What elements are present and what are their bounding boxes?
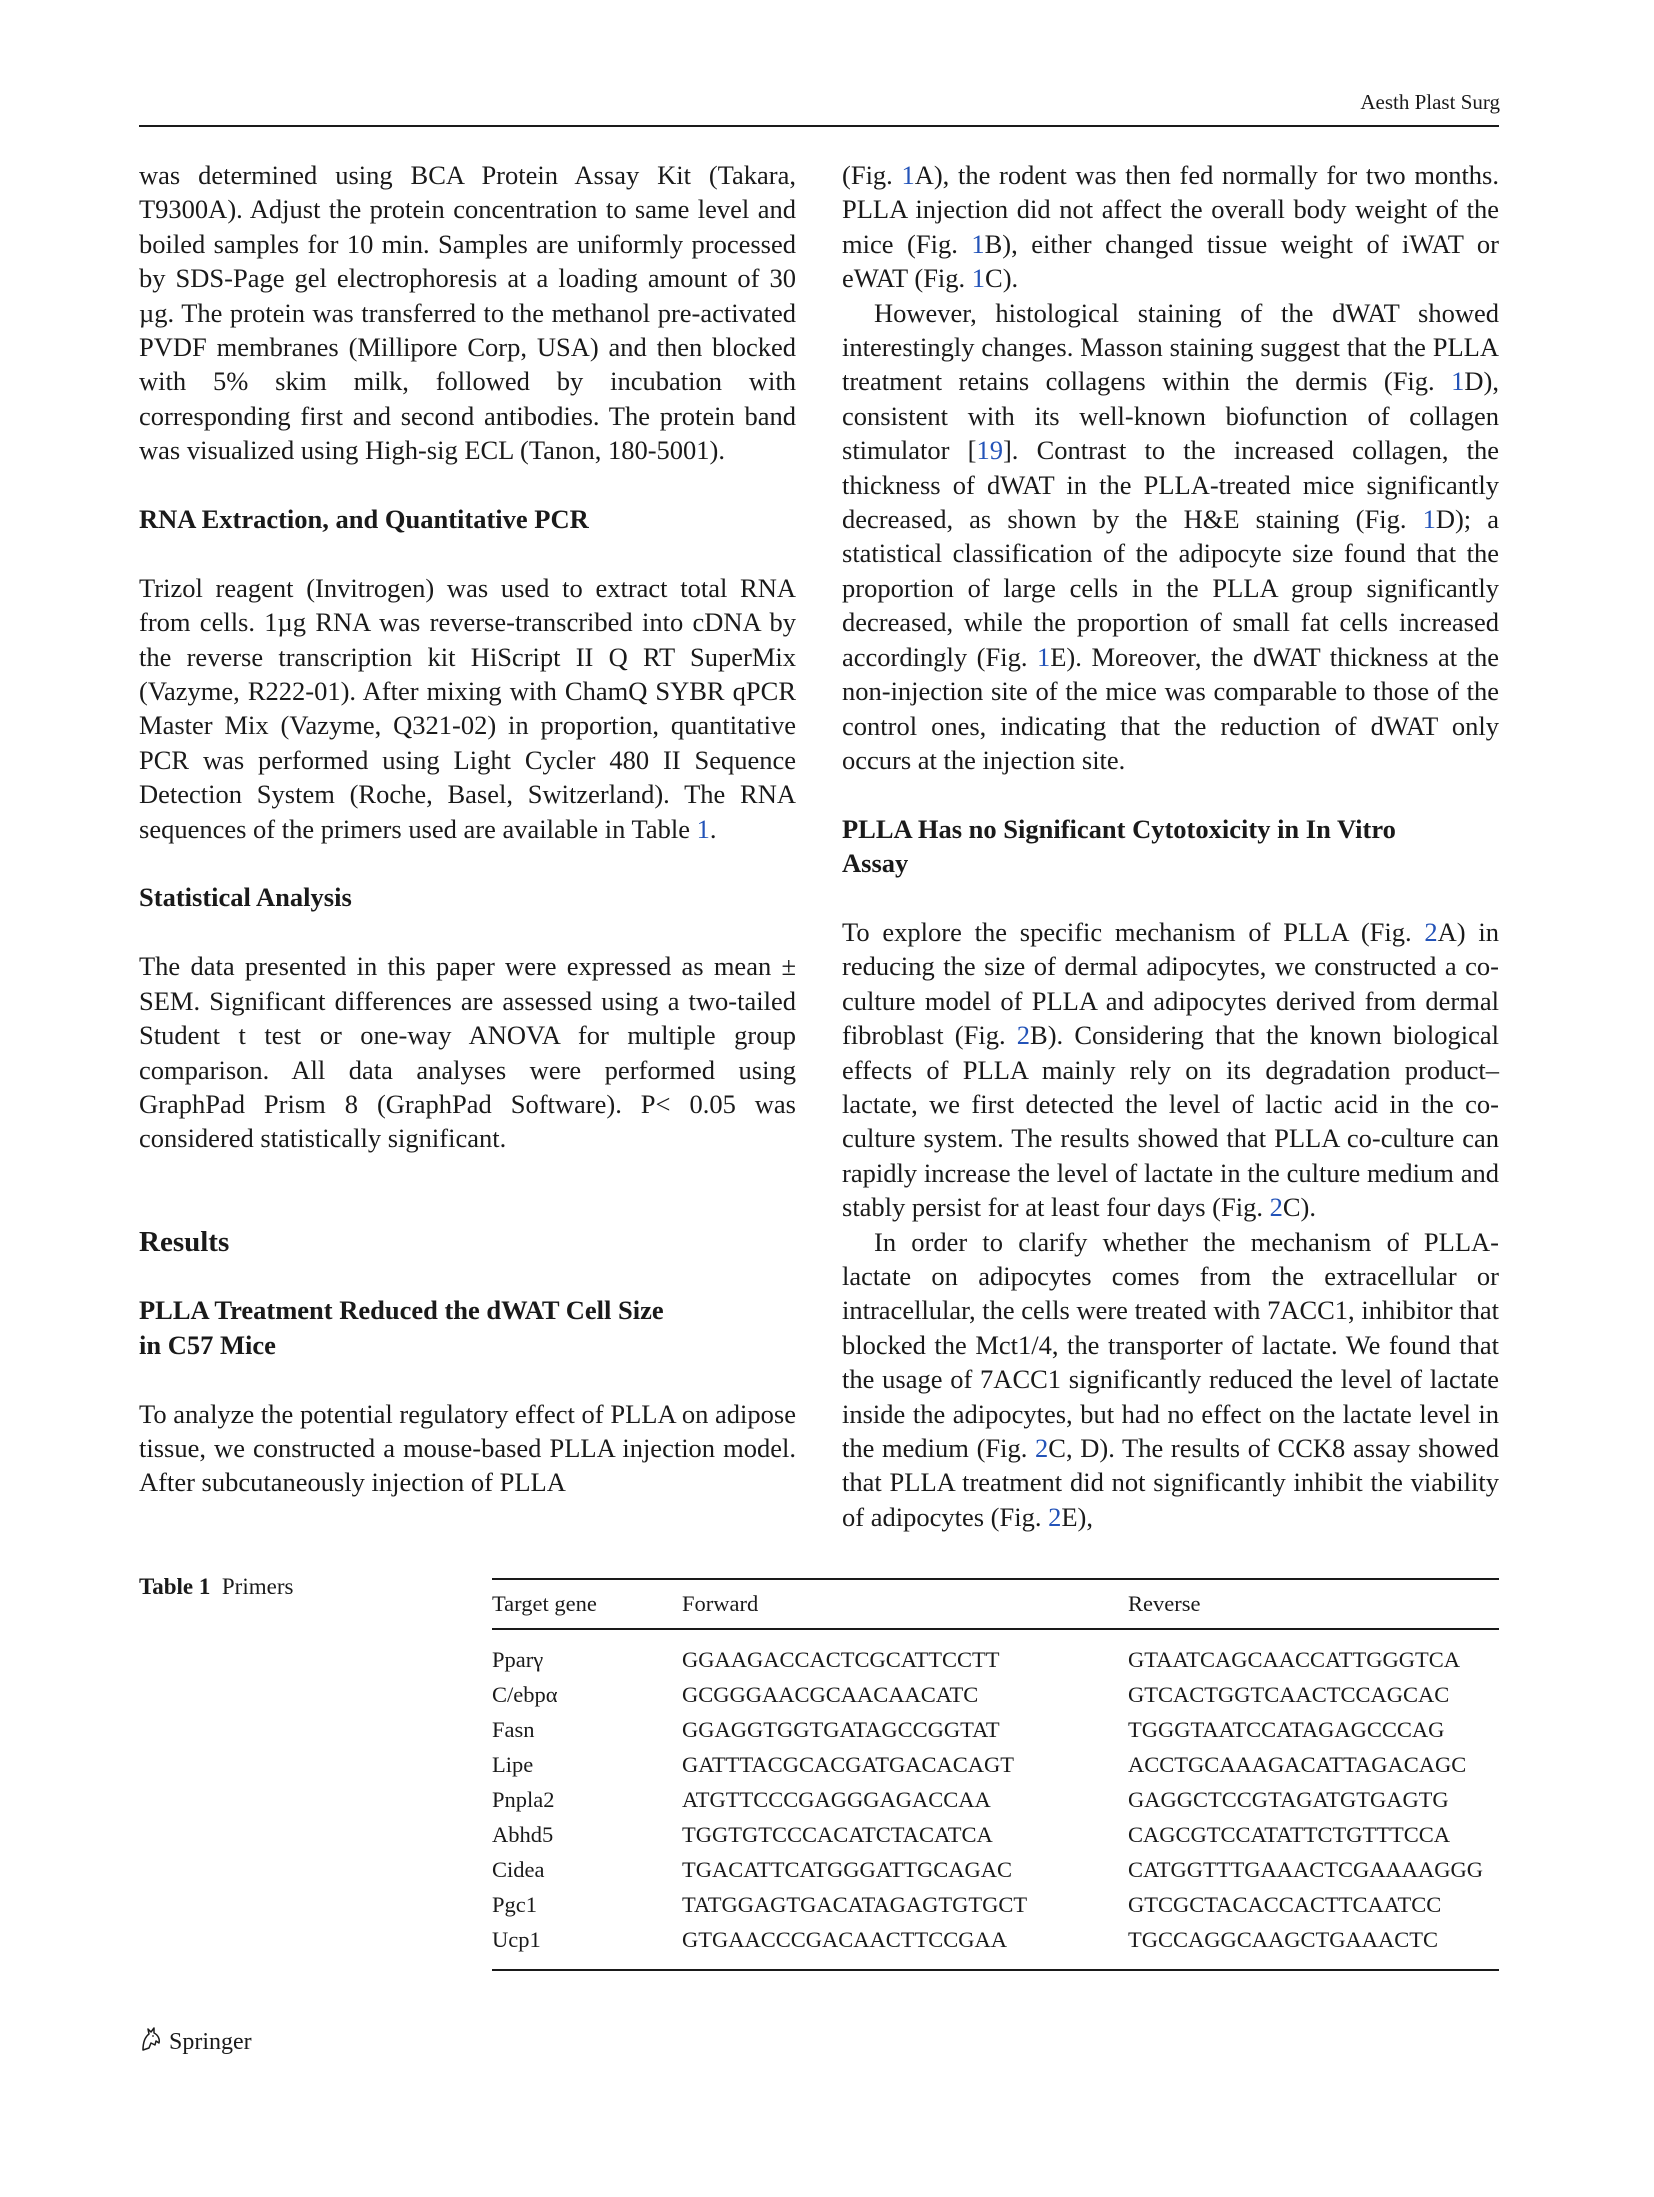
figure-reference-link[interactable]: 2 <box>1048 1501 1062 1532</box>
figure-reference-link[interactable]: 1 <box>1451 366 1465 397</box>
table-row <box>492 1922 1499 1970</box>
gene-cell: Abhd5 <box>492 1821 554 1847</box>
forward-primer-cell: GGAAGACCACTCGCATTCCTT <box>682 1646 1000 1672</box>
left-column <box>139 158 796 1500</box>
table-row <box>492 1712 1499 1747</box>
reverse-primer-cell: GTAATCAGCAACCATTGGGTCA <box>1128 1646 1460 1672</box>
section-heading-results: Results <box>139 1225 230 1258</box>
reverse-primer-cell: GTCGCTACACCACTTCAATCC <box>1128 1891 1442 1917</box>
forward-primer-cell: ATGTTCCCGAGGGAGACCAA <box>682 1786 991 1812</box>
results-paragraph-1: (Fig. 1A), the rodent was then fed normally for two months. PLLA injection did not affect the overall body weight of the mice (Fig. 1B), either changed tissue weight of iWAT or eWAT (Fig. 1C). <box>842 160 1499 294</box>
results-paragraph-3: To explore the specific mechanism of PLLA (Fig. 2A) in reducing the size of dermal adipocytes, we constructed a co-culture model of PLLA and adipocytes derived from dermal fibroblast (Fig. 2B). Considering that the known biological effects of PLLA mainly rely on its degradation product–lactate, we first detected the level of lactic acid in the co-culture system. The results showed that PLLA co-culture can rapidly increase the level of lactate in the culture medium and stably persist for at least four days (Fig. 2C). <box>842 916 1500 1223</box>
reverse-primer-cell: GAGGCTCCGTAGATGTGAGTG <box>1128 1786 1449 1812</box>
forward-primer-cell: GATTTACGCACGATGACACAGT <box>682 1751 1014 1777</box>
column-header-forward: Forward <box>682 1591 759 1616</box>
reverse-primer-cell: GTCACTGGTCAACTCCAGCAC <box>1128 1681 1450 1707</box>
methods-rna-paragraph: Trizol reagent (Invitrogen) was used to extract total RNA from cells. 1µg RNA was reverse-transcribed into cDNA by the reverse transcription kit HiScript II Q RT SuperMix (Vazyme, R222-01). After mixing with ChamQ SYBR qPCR Master Mix (Vazyme, Q321-02) in proportion, quantitative PCR was performed using Light Cycler 480 II Sequence Detection System (Roche, Basel, Switzerland). The RNA sequences of the primers used are available in Table 1. <box>139 572 796 844</box>
results-paragraph-2: However, histological staining of the dWAT showed interestingly changes. Masson staining suggest that the PLLA treatment retains collagens within the dermis (Fig. 1D), consistent with its well-known biofunction of collagen stimulator [19]. Contrast to the increased collagen, the thickness of dWAT in the PLLA-treated mice significantly decreased, as shown by the H&E staining (Fig. 1D); a statistical classification of the adipocyte size found that the proportion of large cells in the PLLA group significantly decreased, while the proportion of small fat cells increased accordingly (Fig. 1E). Moreover, the dWAT thickness at the non-injection site of the mice was comparable to those of the control ones, indicating that the reduction of dWAT only occurs at the injection site. <box>842 297 1500 775</box>
gene-cell: Ucp1 <box>492 1926 541 1952</box>
forward-primer-cell: GCGGGAACGCAACAACATC <box>682 1681 979 1707</box>
table-row <box>492 1747 1499 1782</box>
figure-reference-link[interactable]: 2 <box>1424 916 1438 947</box>
methods-western-paragraph: was determined using BCA Protein Assay Kit (Takara, T9300A). Adjust the protein concentration to same level and boiled samples for 10 min. Samples are uniformly processed by SDS-Page gel electrophoresis at a loading amount of 30 µg. The protein was transferred to the methanol pre-activated PVDF membranes (Millipore Corp, USA) and then blocked with 5% skim milk, followed by incubation with corresponding first and second antibodies. The protein band was visualized using High-sig ECL (Tanon, 180-5001). <box>139 160 796 466</box>
gene-cell: Cidea <box>492 1856 545 1882</box>
gene-cell: Pnpla2 <box>492 1786 555 1812</box>
statistics-paragraph: The data presented in this paper were expressed as mean ± SEM. Significant differences are assessed using a two-tailed Student t test or one-way ANOVA for multiple group comparison. All data analyses were performed using GraphPad Prism 8 (GraphPad Software). P< 0.05 was considered statistically significant. <box>139 951 796 1154</box>
table-row <box>492 1629 1499 1677</box>
reverse-primer-cell: CAGCGTCCATATTCTGTTTCCA <box>1128 1821 1450 1847</box>
reverse-primer-cell: ACCTGCAAAGACATTAGACAGC <box>1128 1751 1467 1777</box>
gene-cell: Pgc1 <box>492 1891 537 1917</box>
right-column <box>842 158 1499 1534</box>
running-head: Aesth Plast Surg <box>1360 90 1500 114</box>
forward-primer-cell: TATGGAGTGACATAGAGTGTGCT <box>682 1891 1028 1917</box>
forward-primer-cell: TGGTGTCCCACATCTACATCA <box>682 1821 993 1847</box>
table-header-row <box>492 1579 1499 1629</box>
forward-primer-cell: GGAGGTGGTGATAGCCGGTAT <box>682 1716 1000 1742</box>
header-rule <box>139 125 1499 127</box>
table-caption: Table 1 Primers <box>139 1574 294 1599</box>
table-row <box>492 1677 1499 1712</box>
figure-reference-link[interactable]: 2 <box>1016 1020 1031 1051</box>
reverse-primer-cell: TGGGTAATCCATAGAGCCCAG <box>1128 1716 1445 1742</box>
forward-primer-cell: GTGAACCCGACAACTTCCGAA <box>682 1926 1008 1952</box>
gene-cell: Pparγ <box>492 1646 544 1672</box>
figure-reference-link[interactable]: 1 <box>901 160 915 190</box>
table-reference-link[interactable]: 1 <box>696 813 710 844</box>
publisher-name: Springer <box>169 2029 252 2055</box>
gene-cell: C/ebpα <box>492 1681 558 1707</box>
section-heading-statistics: Statistical Analysis <box>139 882 352 913</box>
table-row <box>492 1887 1499 1922</box>
gene-cell: Fasn <box>492 1716 535 1742</box>
forward-primer-cell: TGACATTCATGGGATTGCAGAC <box>682 1856 1012 1882</box>
figure-reference-link[interactable]: 1 <box>1037 641 1051 672</box>
subsection-heading-cytotoxicity: PLLA Has no Significant Cytotoxicity in In Vitro Assay <box>842 813 1396 879</box>
table-row <box>492 1817 1499 1852</box>
citation-link[interactable]: 19 <box>976 435 1003 466</box>
reverse-primer-cell: CATGGTTTGAAACTCGAAAAGGG <box>1128 1856 1483 1882</box>
section-heading-rna: RNA Extraction, and Quantitative PCR <box>139 504 589 535</box>
springer-horse-icon <box>139 2026 163 2059</box>
subsection-heading-plla-treatment: PLLA Treatment Reduced the dWAT Cell Size in C57 Mice <box>139 1295 664 1360</box>
column-header-target-gene: Target gene <box>492 1591 597 1616</box>
primers-table <box>492 1578 1499 1971</box>
figure-reference-link[interactable]: 1 <box>971 263 986 294</box>
table-row <box>492 1782 1499 1817</box>
figure-reference-link[interactable]: 1 <box>1422 504 1436 535</box>
table-row <box>492 1852 1499 1887</box>
figure-reference-link[interactable]: 2 <box>1269 1192 1283 1223</box>
figure-reference-link[interactable]: 2 <box>1035 1433 1049 1463</box>
publisher-footer <box>139 2026 252 2059</box>
column-header-reverse: Reverse <box>1128 1591 1201 1616</box>
gene-cell: Lipe <box>492 1751 534 1777</box>
reverse-primer-cell: TGCCAGGCAAGCTGAAACTC <box>1128 1926 1439 1952</box>
figure-reference-link[interactable]: 1 <box>971 228 985 259</box>
results-plla-paragraph: To analyze the potential regulatory effect of PLLA on adipose tissue, we constructed a mouse-based PLLA injection model. After subcutaneously injection of PLLA <box>139 1398 796 1498</box>
results-paragraph-4: In order to clarify whether the mechanism of PLLA-lactate on adipocytes comes from the extracellular or intracellular, the cells were treated with 7ACC1, inhibitor that blocked the Mct1/4, the transporter of lactate. We found that the usage of 7ACC1 significantly reduced the level of lactate inside the adipocytes, but had no effect on the lactate level in the medium (Fig. 2C, D). The results of CCK8 assay showed that PLLA treatment did not significantly inhibit the viability of adipocytes (Fig. 2E), <box>842 1226 1499 1532</box>
